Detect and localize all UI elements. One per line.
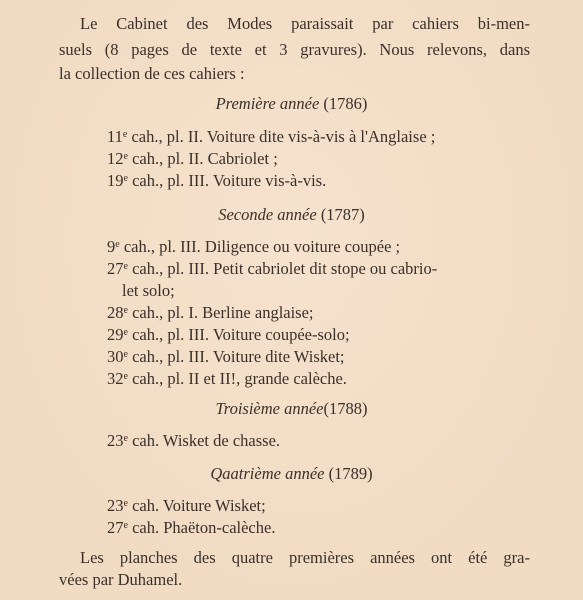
list-item: 23e cah. Voiture Wisket;	[107, 496, 266, 515]
list-item: 29e cah., pl. III. Voiture coupée-solo;	[107, 325, 350, 344]
list-item: 12e cah., pl. II. Cabriolet ;	[107, 149, 278, 168]
outro-line-2: vées par Duhamel.	[59, 570, 183, 589]
outro-line-1: Les planches des quatre premières années ont été gra-	[80, 548, 530, 567]
list-item: 19e cah., pl. III. Voiture vis-à-vis.	[107, 171, 327, 190]
list-item-continuation: let solo;	[122, 281, 175, 300]
list-item: 32e cah., pl. II et II!, grande calèche.	[107, 369, 347, 388]
section-title: Qaatrième année	[210, 464, 325, 483]
section-title: Troisième année	[215, 399, 324, 418]
list-item: 23e cah. Wisket de chasse.	[107, 431, 281, 450]
list-item: 27e cah. Phaëton-calèche.	[107, 518, 276, 537]
section-title: Première année	[215, 94, 320, 113]
section-title: Seconde année	[218, 205, 317, 224]
intro-line-3: la collection de ces cahiers :	[59, 64, 245, 83]
list-item: 30e cah., pl. III. Voiture dite Wisket;	[107, 347, 345, 366]
list-item: 28e cah., pl. I. Berline anglaise;	[107, 303, 314, 322]
section-heading-2	[0, 205, 583, 225]
section-heading-3	[0, 399, 583, 419]
section-year: (1789)	[328, 464, 373, 483]
section-year: (1788)	[323, 399, 368, 418]
section-year: (1787)	[320, 205, 365, 224]
list-item: 9e cah., pl. III. Diligence ou voiture coupée ;	[107, 237, 401, 256]
section-heading-1	[0, 94, 583, 114]
intro-line-1: Le Cabinet des Modes paraissait par cahiers bi-men-	[80, 14, 530, 33]
list-item: 11e cah., pl. II. Voiture dite vis-à-vis à l'Anglaise ;	[107, 127, 436, 146]
list-item: 27e cah., pl. III. Petit cabriolet dit stope ou cabrio-	[107, 259, 438, 278]
section-year: (1786)	[323, 94, 368, 113]
section-heading-4	[0, 464, 583, 484]
intro-line-2: suels (8 pages de texte et 3 gravures). Nous relevons, dans	[59, 40, 530, 59]
